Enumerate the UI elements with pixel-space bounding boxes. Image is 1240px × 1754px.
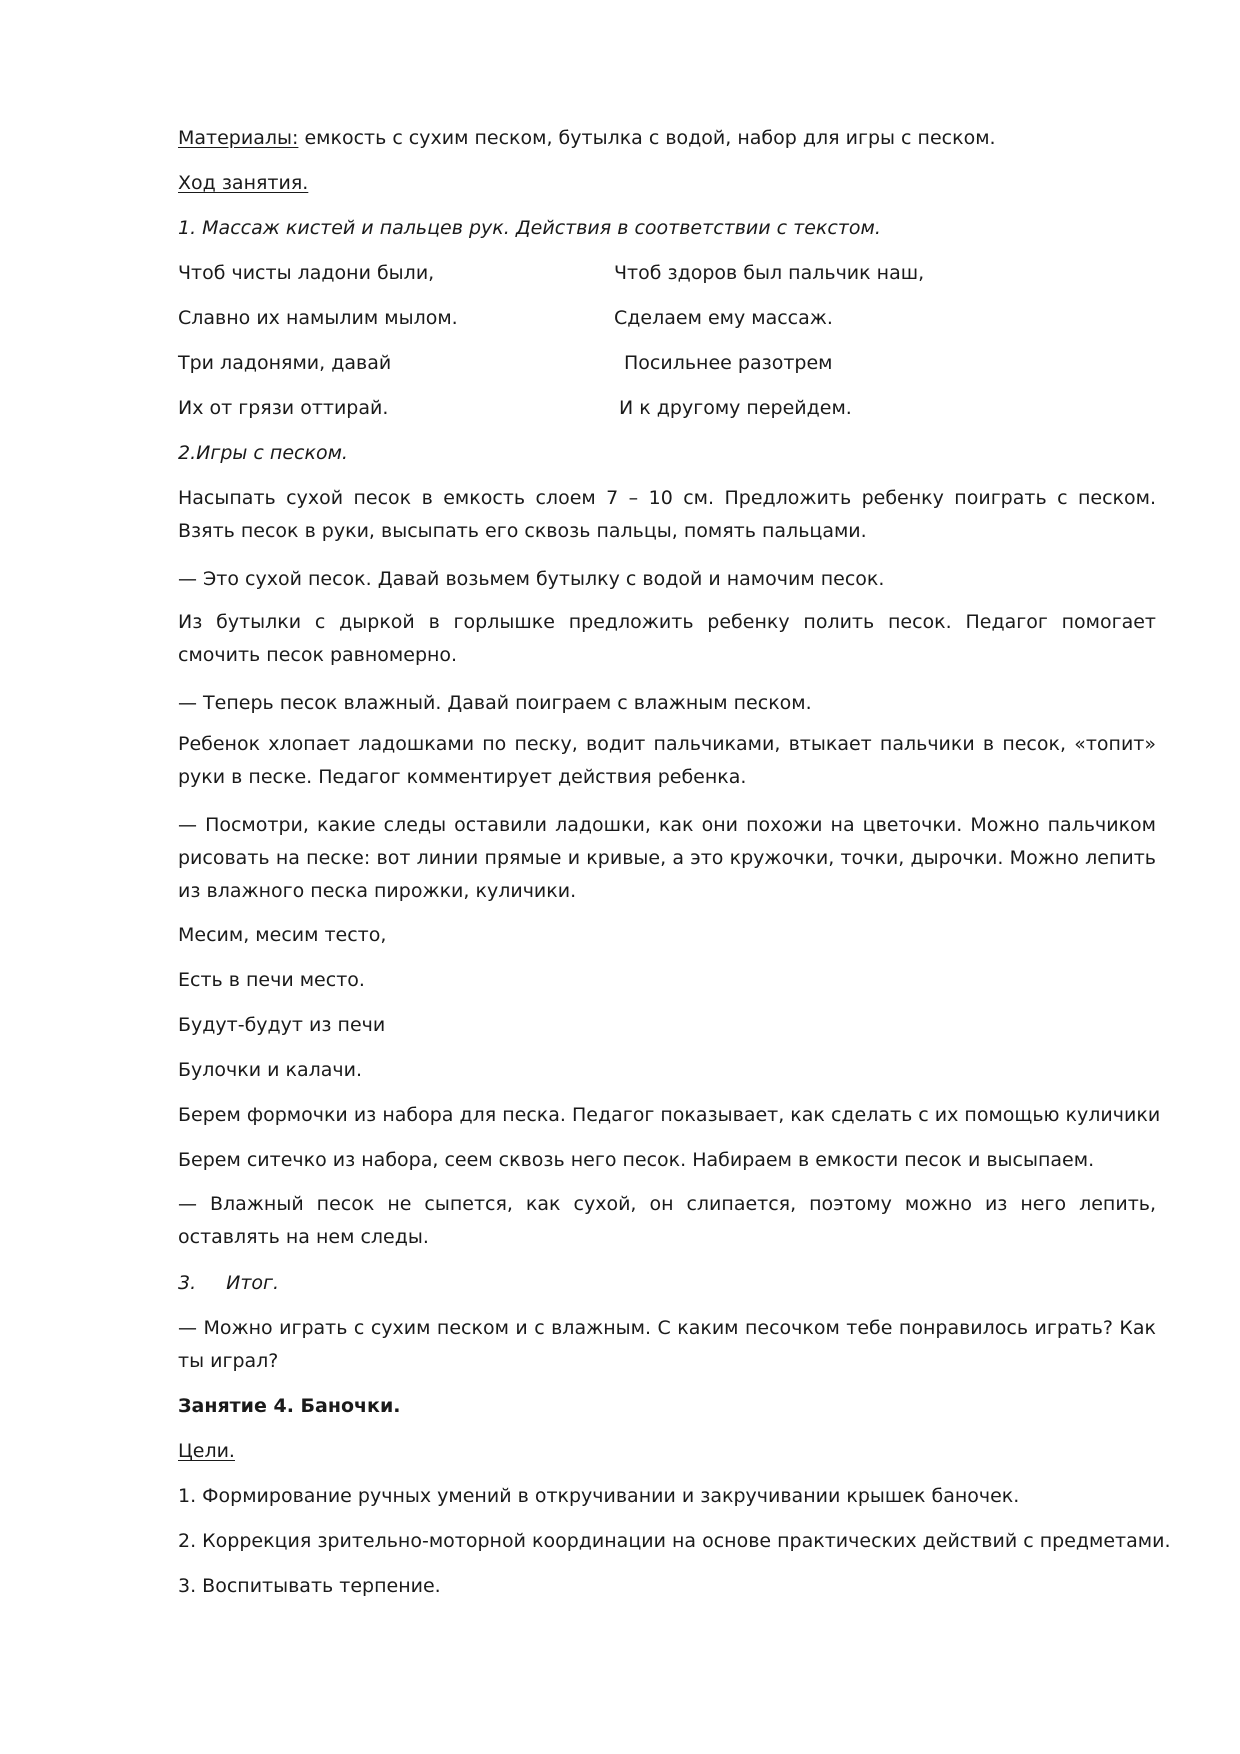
step3-number: 3.: [178, 1272, 197, 1294]
step2-heading: 2.Игры с песком.: [178, 442, 348, 464]
poem1-left-line: Славно их намылим мылом.: [178, 307, 458, 329]
goal-item: 3. Воспитывать терпение.: [178, 1575, 441, 1597]
paragraph: Из бутылки с дыркой в горлышке предложить ребенку полить песок. Педагог помогает смочить песок равномерно.: [178, 611, 1156, 666]
goal-item: 1. Формирование ручных умений в откручивании и закручивании крышек баночек.: [178, 1485, 1020, 1507]
poem1-right-line: И к другому перейдем.: [619, 397, 852, 419]
poem2-line: Булочки и калачи.: [178, 1059, 363, 1081]
materials-line: [178, 126, 996, 150]
poem1-right-line: Сделаем ему массаж.: [614, 307, 833, 329]
goal-item: 2. Коррекция зрительно-моторной координации на основе практических действий с предметами.: [178, 1530, 1171, 1552]
poem1-right-line: Чтоб здоров был пальчик наш,: [614, 262, 925, 284]
materials-text: емкость с сухим песком, бутылка с водой, набор для игры с песком.: [298, 127, 996, 149]
poem1-left-line: Три ладонями, давай: [178, 352, 392, 374]
poem2-line: Есть в печи место.: [178, 969, 365, 991]
goals-heading: Цели.: [178, 1440, 235, 1462]
poem1-right-line: Посильнее разотрем: [624, 352, 833, 374]
poem2-line: Будут-будут из печи: [178, 1014, 386, 1036]
lesson4-title: Занятие 4. Баночки.: [178, 1395, 401, 1417]
paragraph: — Посмотри, какие следы оставили ладошки, как они похожи на цветочки. Можно пальчиком рисовать на песке: вот линии прямые и кривые, а это кружочки, точки, дырочки. Можно лепить из влажного песка пирожки, куличики.: [178, 814, 1156, 902]
poem1-left-line: Их от грязи оттирай.: [178, 397, 389, 419]
step1-heading: 1. Массаж кистей и пальцев рук. Действия в соответствии с текстом.: [178, 217, 881, 239]
course-heading: Ход занятия.: [178, 172, 309, 194]
paragraph: Ребенок хлопает ладошками по песку, водит пальчиками, втыкает пальчики в песок, «топит» руки в песке. Педагог комментирует действия ребенка.: [178, 733, 1156, 788]
paragraph: Берем формочки из набора для песка. Педагог показывает, как сделать с их помощью куличики: [178, 1104, 1161, 1126]
paragraph: — Теперь песок влажный. Давай поиграем с влажным песком.: [178, 692, 812, 714]
poem1-left-line: Чтоб чисты ладони были,: [178, 262, 435, 284]
materials-label: Материалы:: [178, 127, 299, 149]
step3-label: Итог.: [226, 1272, 280, 1294]
paragraph: Насыпать сухой песок в емкость слоем 7 – 10 см. Предложить ребенку поиграть с песком. Взять песок в руки, высыпать его сквозь пальцы, помять пальцами.: [178, 487, 1156, 542]
paragraph: — Можно играть с сухим песком и с влажным. С каким песочком тебе понравилось играть? Как ты играл?: [178, 1317, 1156, 1372]
paragraph: Берем ситечко из набора, сеем сквозь него песок. Набираем в емкости песок и высыпаем.: [178, 1149, 1095, 1171]
paragraph: — Влажный песок не сыпется, как сухой, он слипается, поэтому можно из него лепить, оставлять на нем следы.: [178, 1193, 1156, 1248]
poem2-line: Месим, месим тесто,: [178, 924, 387, 946]
paragraph: — Это сухой песок. Давай возьмем бутылку с водой и намочим песок.: [178, 568, 885, 590]
step3-heading: [178, 1271, 279, 1295]
